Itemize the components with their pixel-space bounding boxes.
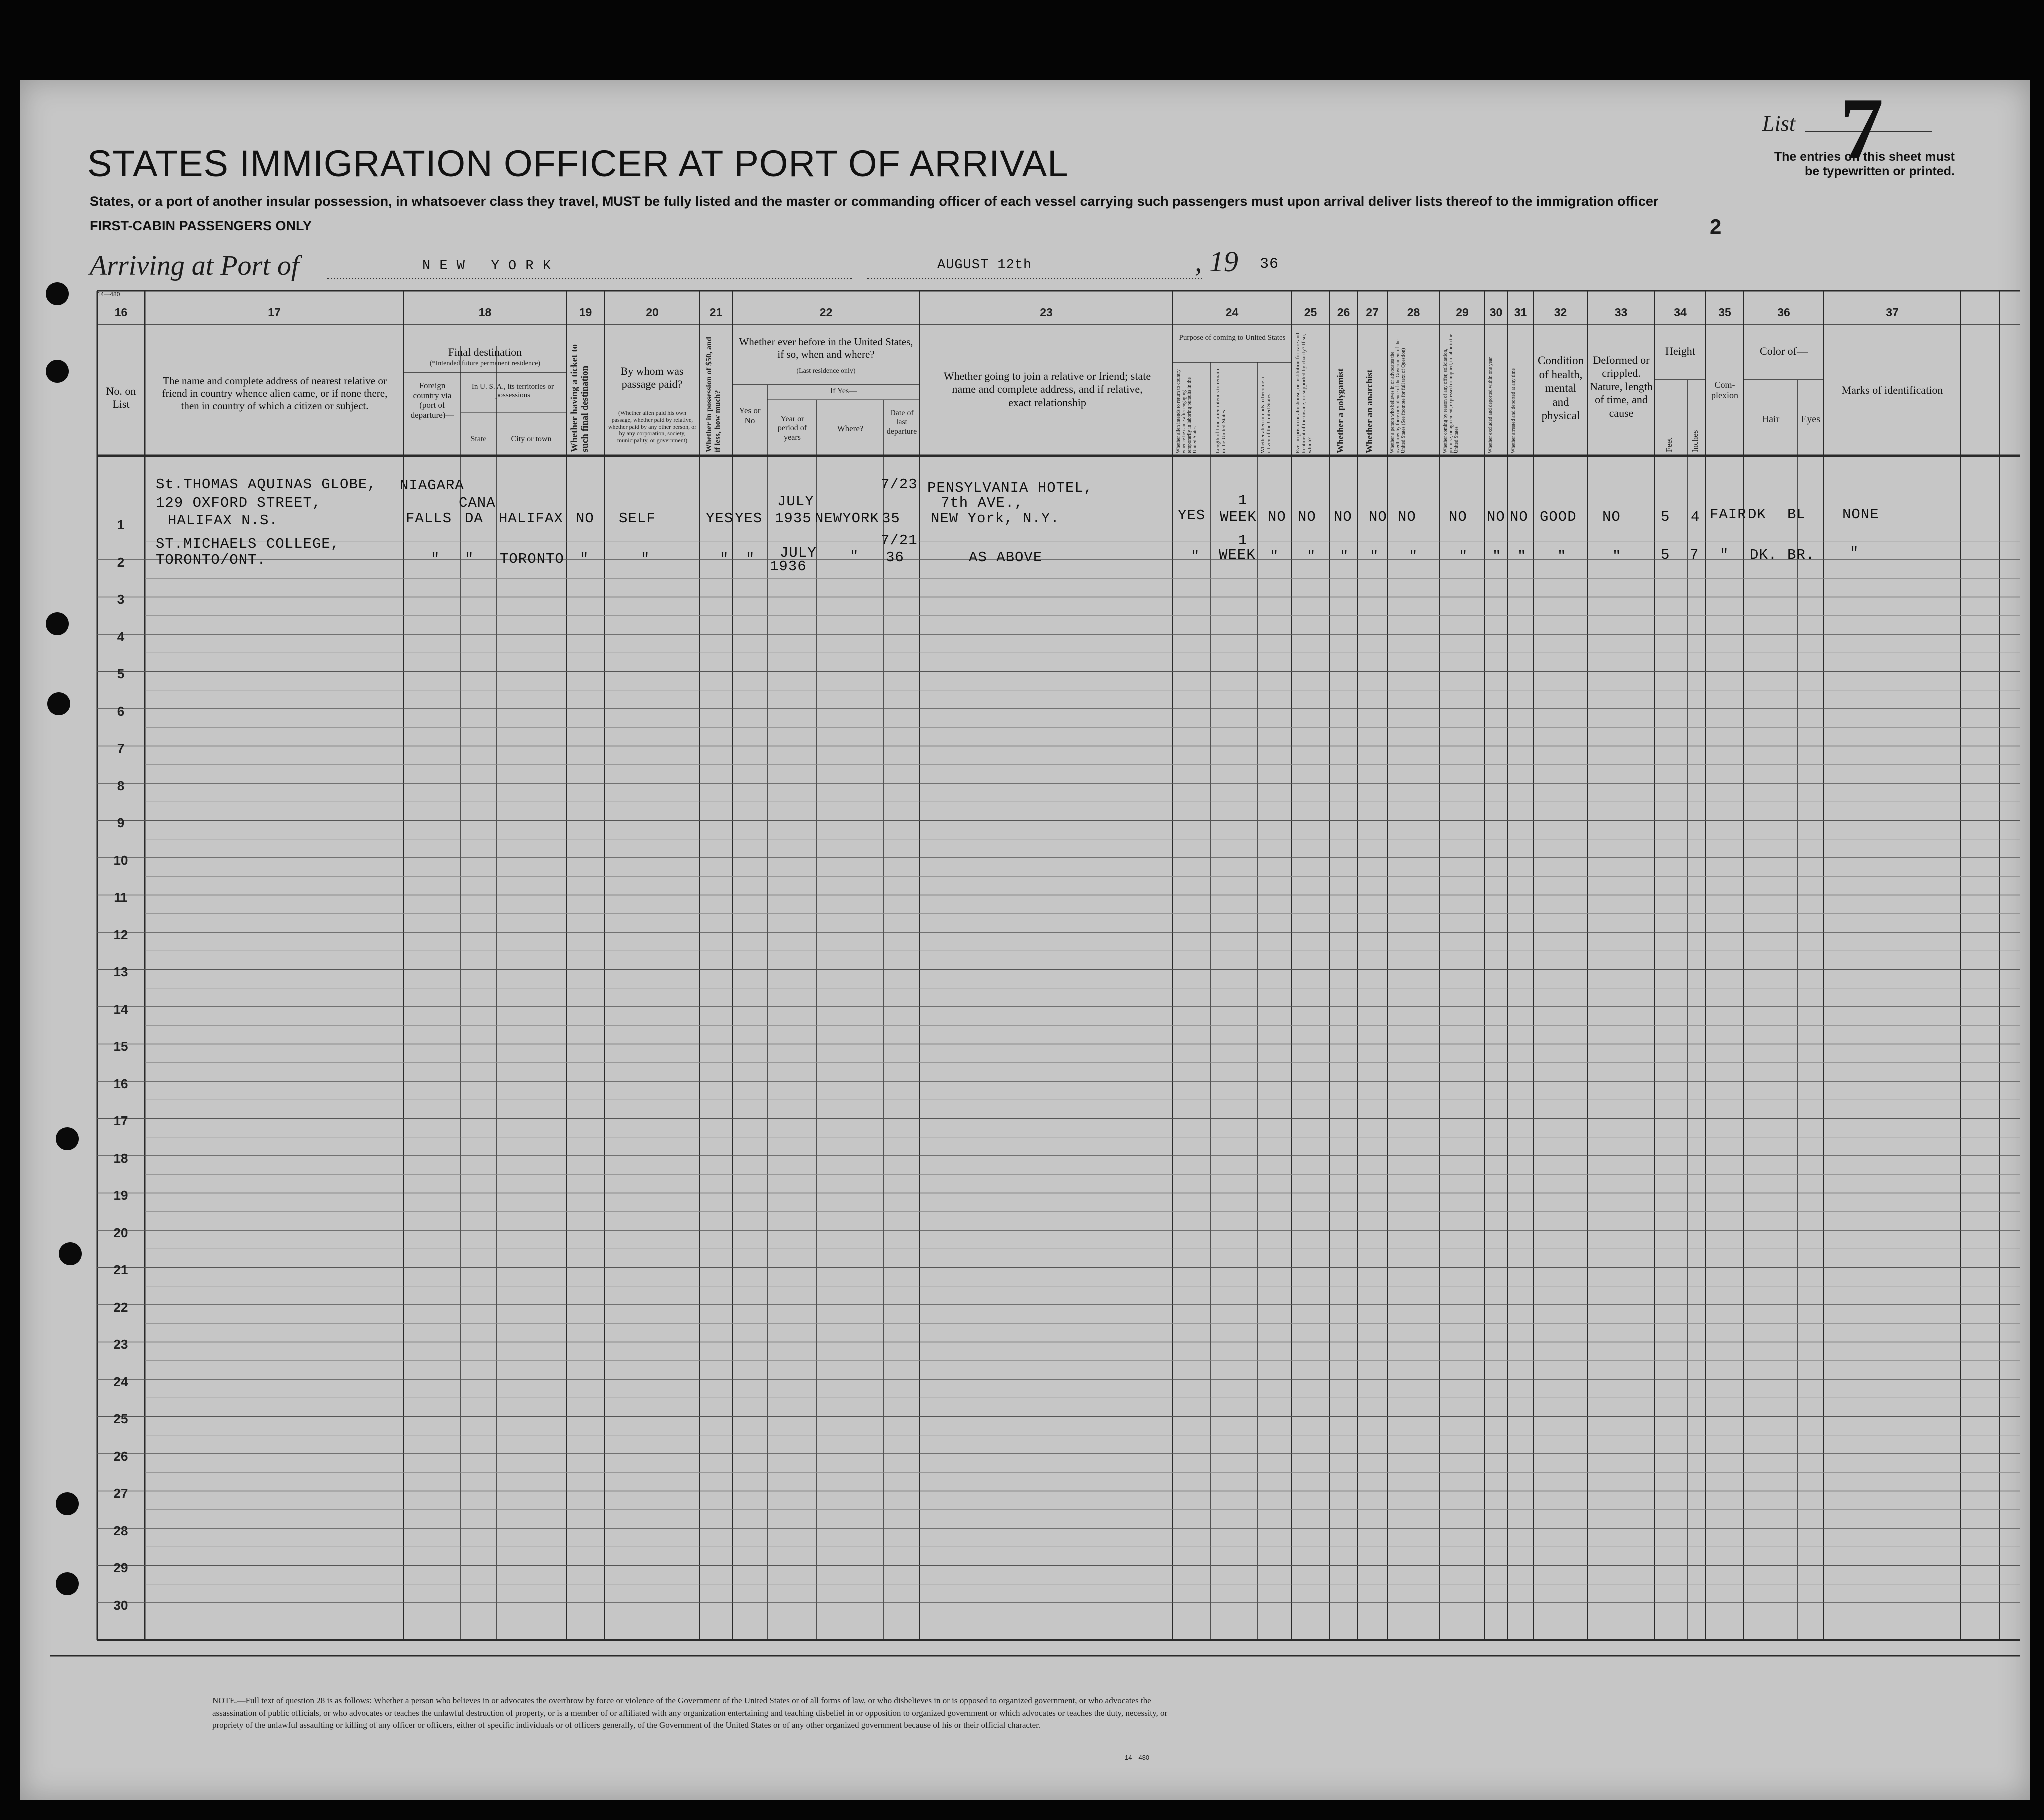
col-num-21: 21 [710,306,723,319]
row-number: 29 [114,1560,128,1576]
ever-before-value: " [746,551,756,568]
col-num-29: 29 [1456,306,1469,319]
header-eyes: Eyes [1801,414,1820,425]
last-departure-line-2: 36 [886,550,904,566]
row-number: 28 [114,1523,128,1538]
col-num-23: 23 [1040,306,1053,319]
eyes-value: BR. [1788,547,1816,564]
header-excluded: Whether excluded and deported within one year [1488,357,1494,454]
state-line-1: CANA [459,495,496,512]
header-ever-before: Whether ever before in the United States, if so, when and where? [739,336,914,361]
col-num-35: 35 [1718,306,1732,319]
row-number: 26 [114,1448,128,1464]
complexion-value: FAIR [1710,506,1747,523]
year-prefix: , 19 [1195,246,1238,278]
foreign-country-line-1: NIAGARA [400,478,464,494]
where-value: " [850,548,860,565]
city-town: HALIFAX [499,510,564,527]
row-number: 25 [114,1412,128,1426]
header-in-usa: In U. S. A., its territories or possessions [472,383,554,400]
header-marks: Marks of identification [1842,384,1944,396]
row-number: 11 [114,890,128,905]
row-number: 19 [114,1188,128,1203]
col-num-28: 28 [1407,306,1420,319]
col-num-24: 24 [1226,306,1239,319]
footnote-q28: NOTE.—Full text of question 28 is as follows: Whether a person who believes in or advocates the overthrow by force or violence of the Government of the United States or of all forms of law, or who disbelieves in or is opposed to organized government, or who advocates the assassination of public officials, or who advocates or teaches the unlawful destruction of property, or is a member of or affiliated with any organization entertaining and teaching disbelief in or opposition to organized government or which advocates or teaches the duty, necessity, or propriety of the unlawful assaulting or killing of any officer or officers, either of specific individuals or of officers generally, of the Government of the United States or of any other organized government because of his or their official character. [212,1696,1168,1730]
row-number: 18 [114,1150,128,1166]
row-number: 12 [114,927,128,942]
q28-value: " [1409,548,1418,565]
citizen-value: NO [1268,509,1286,526]
row-number: 24 [114,1374,128,1390]
ticket-value: NO [576,510,594,527]
header-final-destination: Final destination [448,346,522,358]
year-period-line-2: 1935 [775,510,812,527]
last-departure-line-1: 7/23 [881,476,918,493]
col-num-33: 33 [1614,306,1628,319]
row-number: 5 [117,666,125,682]
join-relative-line-1: PENSYLVANIA HOTEL, [928,480,1094,496]
row-number: 6 [117,704,125,719]
header-no-on-list: No. on List [106,385,136,411]
header-health: Condition of health, mental and physical [1538,354,1584,422]
header-year-or-period: Year or period of years [778,415,808,442]
hair-value: DK [1748,506,1766,523]
complexion-value: " [1720,547,1730,564]
city-town: TORONTO [500,551,564,568]
port-name: N E W Y O R K [422,259,552,274]
row-number: 15 [114,1039,128,1054]
year-period-line-1: JULY [778,494,814,510]
q29-value: NO [1449,509,1468,526]
header-state: State [470,435,487,444]
prison-value: NO [1298,509,1316,526]
entries-note-line-2: be typewritten or printed. [1804,164,1955,178]
page-subtitle: States, or a port of another insular possession, in whatsoever class they travel, MUST be fully listed and the master or commanding officer of each vessel carrying such passengers must upon arrival deliver lists thereof to the immigration officer [90,194,1659,209]
health-value: " [1558,548,1567,565]
header-complexion: Com-plexion [1712,380,1738,400]
ticket-value: " [580,551,590,568]
col-num-32: 32 [1554,306,1568,319]
relative-address-line-1: ST.MICHAELS COLLEGE, [156,536,340,552]
row-number: 30 [114,1598,128,1613]
year-period-line-2: 1936 [770,558,807,575]
row-number: 21 [114,1262,128,1278]
anarchist-value: NO [1369,509,1388,526]
col-num-20: 20 [646,306,659,319]
header-city: City or town [511,435,552,444]
state-value: " [465,551,474,568]
row-number: 16 [114,1076,128,1092]
header-passage-paid: By whom was passage paid? [620,365,684,391]
row-number: 13 [114,964,128,980]
header-color-of: Color of— [1760,345,1808,358]
marks-value: NONE [1842,506,1880,523]
q30-value: NO [1487,509,1506,526]
page-title: STATES IMMIGRATION OFFICER AT PORT OF ARRIVAL [88,143,1069,184]
row-number: 9 [117,816,125,830]
join-relative-line-3: NEW York, N.Y. [931,510,1060,527]
col-num-36: 36 [1778,306,1790,319]
length-of-stay-line-1: 1 [1238,492,1248,509]
where-value: NEWYORK [815,510,880,527]
header-if-yes: If Yes— [830,387,858,396]
join-relative-value: AS ABOVE [969,550,1043,566]
col-num-22: 22 [820,306,833,319]
col-num-37: 37 [1886,306,1899,319]
polygamist-value: " [1340,548,1350,565]
fifty-dollars-value: " [720,551,730,568]
col-num-16: 16 [114,306,128,319]
height-inches-value: 7 [1690,547,1700,564]
q31-value: NO [1510,509,1528,526]
paid-by-value: SELF [619,510,656,527]
ever-before-value: YES [735,510,763,527]
row-number: 20 [114,1225,128,1240]
height-feet-value: 5 [1661,509,1670,526]
header-final-destination-note: (*Intended future permanent residence) [430,360,541,368]
header-date-last-departure: Date of last departure [886,409,918,436]
header-inches: Inches [1690,430,1700,452]
row-number: 8 [117,778,125,794]
col-num-19: 19 [579,306,592,319]
row-number: 7 [117,741,125,756]
relative-address-line-3: HALIFAX N.S. [168,512,278,529]
citizen-value: " [1270,548,1280,565]
header-foreign-country: Foreign country via (port of departure)— [410,381,454,420]
foreign-country-line-2: FALLS [406,510,452,527]
row-number: 4 [117,629,125,644]
length-of-stay-line-2: WEEK [1220,509,1257,526]
col-num-25: 25 [1304,306,1318,319]
row-number: 22 [114,1300,128,1315]
row-number: 2 [117,554,125,570]
sheet-number: 2 [1710,215,1722,238]
relative-address-line-2: TORONTO/ONT. [156,552,266,568]
col-num-17: 17 [268,306,281,319]
purpose-value: YES [1178,508,1206,524]
list-number: 7 [1840,80,1884,177]
header-anarchist: Whether an anarchist [1364,370,1374,454]
cabin-class: FIRST-CABIN PASSENGERS ONLY [90,218,312,234]
last-departure-line-1: 7/21 [881,532,918,549]
row-number: 3 [117,592,125,607]
header-last-residence: (Last residence only) [796,368,856,375]
header-purpose-b: Length of time alien intends to remain in the United States [1215,369,1228,454]
header-nearest-relative: The name and complete address of nearest relative or friend in country whence alien came, or if none there, then in country of which a citizen or subject. [162,375,388,412]
header-fifty-dollars: Whether in possession of $50, and if less, how much? [705,337,722,452]
header-polygamist: Whether a polygamist [1336,368,1346,454]
list-label: List [1762,112,1796,136]
q30-value: " [1492,548,1502,565]
header-purpose-a: Whether alien intends to return to country whence he came after engaging temporarily in laboring pursuits in the United States [1176,370,1198,454]
entries-note-line-1: The entries on this sheet must [1774,150,1955,164]
header-q29: Whether coming by reason of any offer, solicitation, promise, or agreement, expressed or implied, to labor in the United States [1443,334,1460,454]
polygamist-value: NO [1334,509,1352,526]
header-arrested: Whether arrested and deported at any time [1511,368,1516,454]
header-purpose: Purpose of coming to United States [1179,334,1286,342]
foreign-country-value: " [431,551,440,568]
year-suffix: 36 [1260,256,1280,273]
height-inches-value: 4 [1691,509,1700,526]
col-num-34: 34 [1674,306,1687,319]
header-purpose-c: Whether alien intends to become a citizen of the United States [1260,377,1272,454]
row-number: 17 [114,1114,128,1128]
fifty-dollars-value: YES [706,510,734,527]
form-number: 14—480 [1125,1754,1150,1762]
header-going-to-join: Whether going to join a relative or friend; state name and complete address, and if relative, exact relationship [944,370,1152,409]
q28-value: NO [1398,509,1416,526]
health-value: GOOD [1540,509,1577,526]
col-num-27: 27 [1366,306,1379,319]
q31-value: " [1518,548,1527,565]
marks-value: " [1850,545,1860,562]
row-number: 23 [114,1337,128,1352]
row-number: 27 [114,1486,128,1501]
header-prison: Ever in prison or almshouse, or institution for care and treatment of the insane, or supported by charity? If so, which? [1295,333,1314,454]
header-hair: Hair [1762,414,1780,425]
deformed-value: NO [1602,509,1621,526]
anarchist-value: " [1370,548,1380,565]
header-yes-or-no: Yes or No [739,406,761,426]
year-period-line-1: JULY [780,545,817,562]
col-num-18: 18 [478,306,492,319]
prison-value: " [1307,548,1316,565]
header-passage-note: (Whether alien paid his own passage, whether paid by relative, whether paid by any other person, or by any corporation, society, municipality, or government) [608,410,697,444]
length-of-stay-line-1: 1 [1238,532,1248,549]
paid-by-value: " [641,551,650,568]
header-where: Where? [837,424,864,434]
purpose-value: " [1191,548,1200,565]
header-q28: Whether a person who believes in or advocates the overthrow by force or violence of the Government of the United States (See footnote for full text of Question) [1390,340,1406,454]
hair-value: DK. [1750,547,1778,564]
arriving-label: Arriving at Port of [90,250,300,282]
row-number: 1 [117,518,125,532]
arrival-date: AUGUST 12th [938,258,1032,273]
eyes-value: BL [1788,506,1806,523]
height-feet-value: 5 [1661,547,1670,564]
col-num-31: 31 [1514,306,1528,319]
form-number-top: 14—480 [98,291,120,298]
row-number: 10 [114,852,128,868]
header-deformed: Deformed or crippled. Nature, length of time, and cause [1590,354,1653,420]
col-num-30: 30 [1490,306,1503,319]
relative-address-line-1: St.THOMAS AQUINAS GLOBE, [156,476,377,493]
deformed-value: " [1612,548,1622,565]
header-ticket: Whether having a ticket to such final destination [570,344,590,452]
header-height: Height [1666,345,1696,358]
row-number: 14 [114,1002,128,1017]
join-relative-line-2: 7th AVE., [941,495,1024,512]
col-num-26: 26 [1337,306,1350,319]
relative-address-line-2: 129 OXFORD STREET, [156,495,322,512]
last-departure-line-2: 35 [882,510,900,527]
header-feet: Feet [1664,438,1674,452]
length-of-stay-line-2: WEEK [1219,547,1256,564]
q29-value: " [1459,548,1468,565]
state-line-2: DA [465,510,484,527]
